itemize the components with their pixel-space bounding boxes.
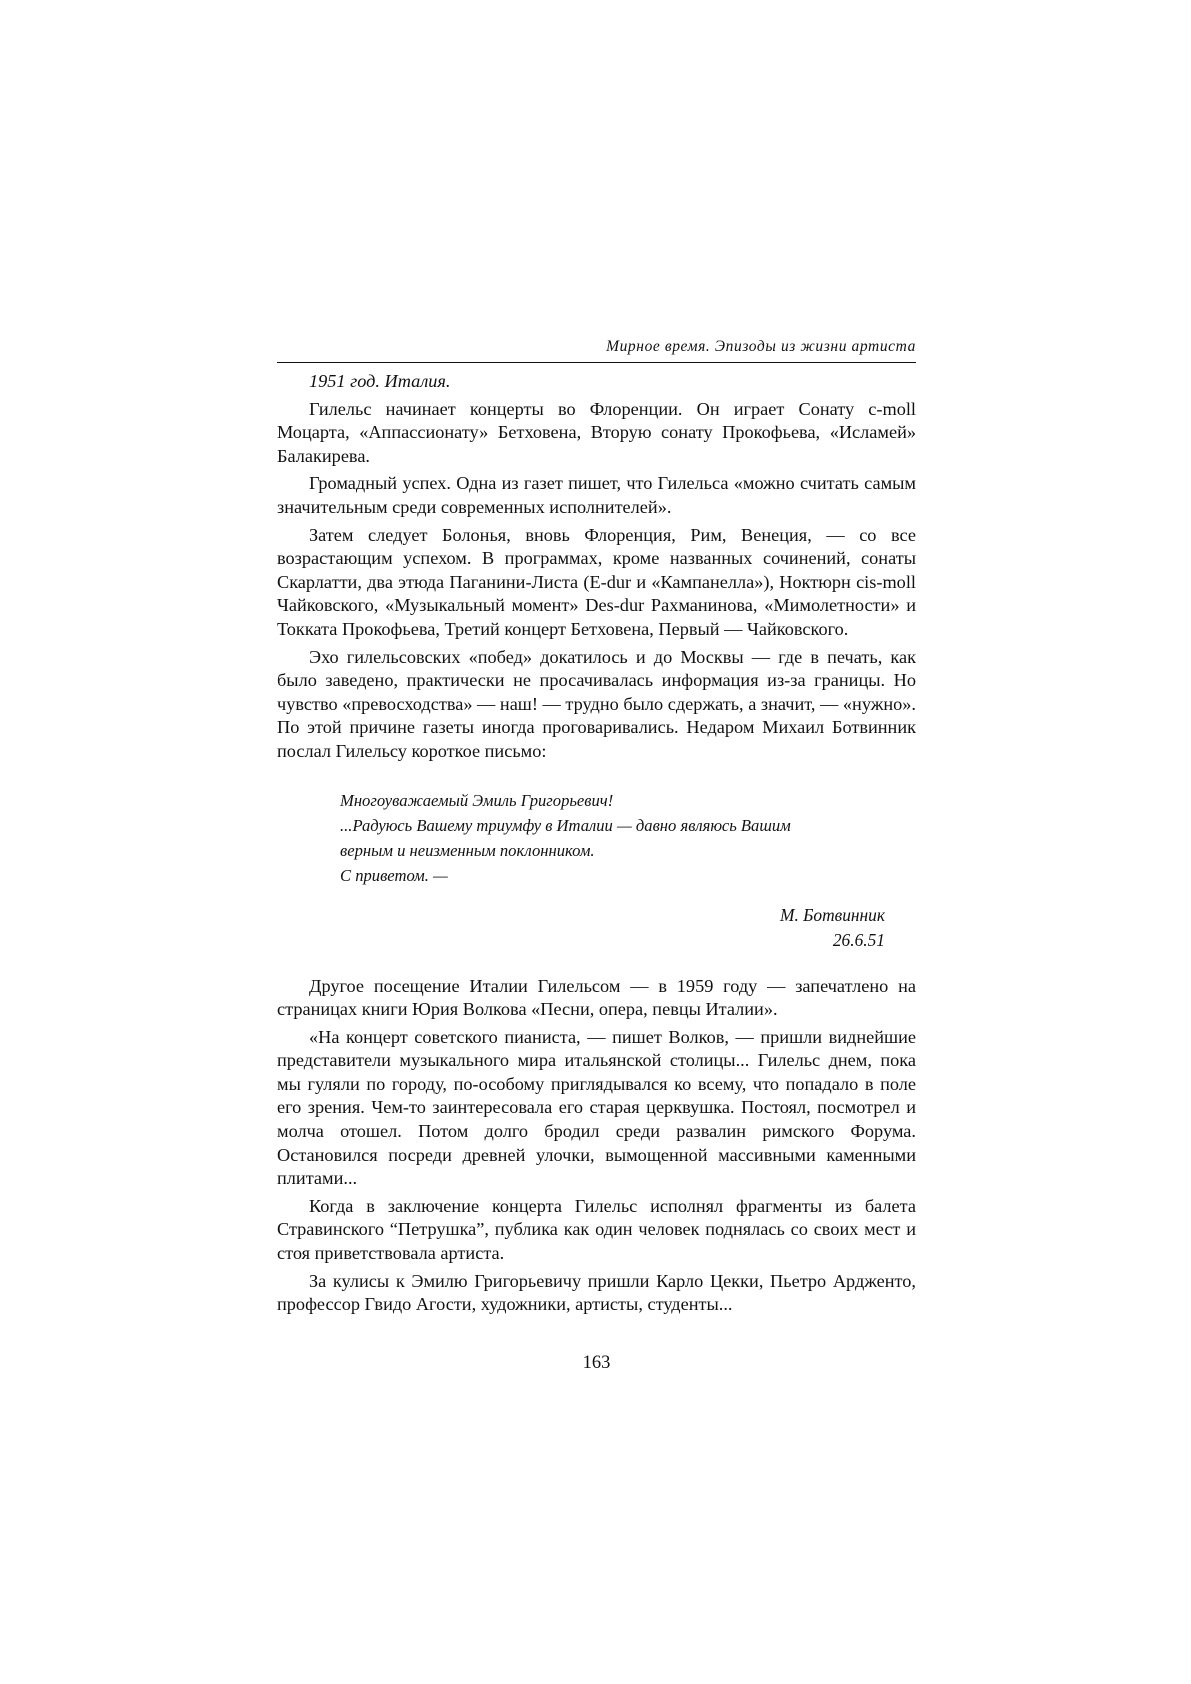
signature-name: М. Ботвинник <box>779 904 885 925</box>
paragraph: Другое посещение Италии Гилельсом — в 1959 году — запечатлено на страницах книги Юрия Волкова «Песни, опера, певцы Италии». <box>277 975 916 1020</box>
page-number: 163 <box>582 1353 611 1373</box>
dateline: 1951 год. Италия. <box>309 371 451 391</box>
paragraph: «На концерт советского пианиста, — пишет Волков, — пришли виднейшие представители музыкального мира итальянской столицы... Гилельс днем, пока мы гуляли по городу, по-особому приглядывался ко всему, что попадало в поле его зрения. Чем-то заинтересовала его старая церквушка. Постоял, посмотрел и молча отошел. Потом долго бродил среди развалин римского Форума. Остановился посреди древней улочки, вымощенной массивными каменными плитами... <box>277 1026 916 1189</box>
letter-line: ...Радуюсь Вашему триумфу в Италии — давно являюсь Вашим <box>340 815 791 835</box>
paragraph: За кулисы к Эмилю Григорьевичу пришли Карло Цекки, Пьетро Ардженто, профессор Гвидо Агости, художники, артисты, студенты... <box>277 1270 916 1315</box>
letter-salutation: Многоуважаемый Эмиль Григорьевич! <box>340 790 614 810</box>
paragraph: Гилельс начинает концерты во Флоренции. Он играет Сонату c-moll Моцарта, «Аппассионату» Бетховена, Вторую сонату Прокофьева, «Исламей» Балакирева. <box>277 398 916 466</box>
paragraph: Эхо гилельсовских «побед» докатилось и до Москвы — где в печать, как было заведено, практически не просачивалась информация из-за границы. Но чувство «превосходства» — наш! — трудно было сдержать, а значит, — «нужно». По этой причине газеты иногда проговаривались. Недаром Михаил Ботвинник послал Гилельсу короткое письмо: <box>277 646 916 761</box>
running-header: Мирное время. Эпизоды из жизни артиста <box>277 337 916 363</box>
footer <box>277 0 916 1684</box>
paragraph: Затем следует Болонья, вновь Флоренция, Рим, Венеция, — со все возрастающим успехом. В программах, кроме названных сочинений, сонаты Скарлатти, два этюда Паганини-Листа (E-dur и «Кампанелла»), Ноктюрн cis-moll Чайковского, «Музыкальный момент» Des-dur Рахманинова, «Мимолетности» и Токката Прокофьева, Третий концерт Бетховена, Первый — Чайковского. <box>277 524 916 639</box>
paragraph: Громадный успех. Одна из газет пишет, что Гилельса «можно считать самым значительным среди современных исполнителей». <box>277 473 916 517</box>
paragraph: Когда в заключение концерта Гилельс исполнял фрагменты из балета Стравинского “Петрушка”, публика как один человек поднялась со своих мест и стоя приветствовала артиста. <box>277 1195 916 1264</box>
letter-line: верным и неизменным поклонником. <box>340 840 595 860</box>
letter-closing: С приветом. — <box>340 865 448 885</box>
signature-date: 26.6.51 <box>832 929 885 950</box>
